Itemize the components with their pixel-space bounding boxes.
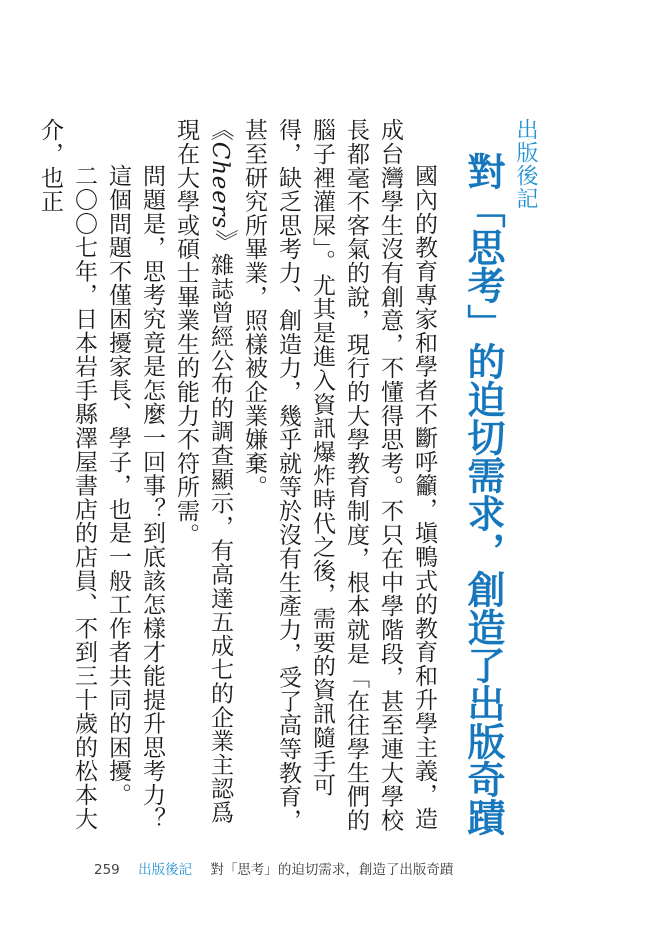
- page-footer: [94, 858, 574, 878]
- section-label: 出版後記: [513, 118, 538, 210]
- page-number: 259: [94, 862, 120, 878]
- chapter-headline: 對「思考」的迫切需求，創造了出版奇蹟: [461, 152, 505, 836]
- paragraph-1: 國內的教育專家和學者不斷呼籲，塡鴨式的教育和升學主義，造成台灣學生沒有創意，不懂得思考。不只在中學階段，甚至連大學校長都毫不客氣的說，現行的大學教育制度，根本就是「在往學生們的腦子裡灌屎」。尤其是進入資訊爆炸時代之後，需要的資訊隨手可得，缺乏思考力、創造力，幾乎就等於沒有生產力，受了高等教育，甚至研究所畢業，照樣被企業嫌棄。: [241, 118, 437, 832]
- paragraph-2-text: 雜誌曾經公布的調查顯示，有高達五成七的企業主認爲現在大學或碩士畢業生的能力不符所需。: [173, 118, 233, 825]
- paragraph-4: 這個問題不僅困擾家長、學子，也是一般工作者共同的困擾。: [105, 164, 131, 807]
- paragraph-5: 二〇〇七年，日本岩手縣澤屋書店的店員、不到三十歲的松本大介，也正: [37, 118, 97, 831]
- footer-title: 對「思考」的迫切需求，創造了出版奇蹟: [210, 862, 454, 878]
- paragraph-3: 問題是，思考究竟是怎麼一回事？到底該怎樣才能提升思考力？: [139, 164, 165, 831]
- magazine-name: 《Cheers》: [207, 118, 233, 253]
- footer-section: 出版後記: [138, 862, 193, 878]
- body-text: [37, 118, 441, 833]
- paragraph-2: [169, 118, 237, 833]
